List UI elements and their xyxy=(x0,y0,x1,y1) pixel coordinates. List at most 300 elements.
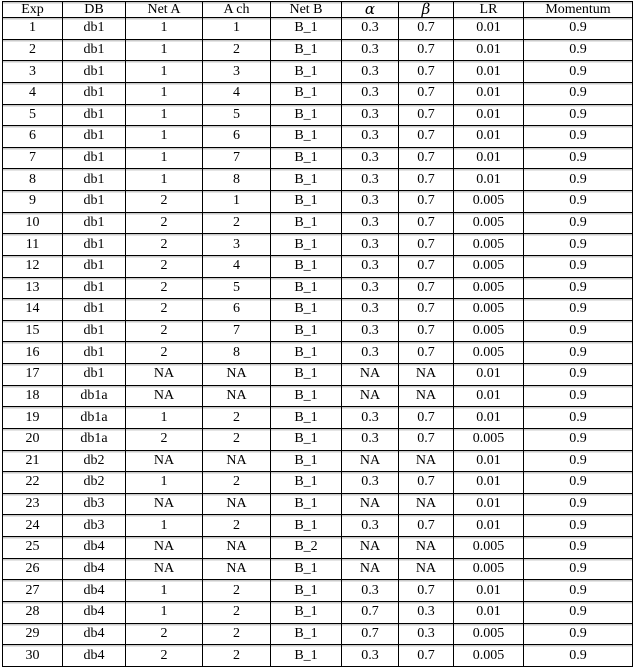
table-cell: B_1 xyxy=(271,39,342,61)
table-row xyxy=(3,61,633,83)
table-cell: B_1 xyxy=(271,515,342,537)
header-row xyxy=(3,2,633,18)
table-cell: B_1 xyxy=(271,18,342,40)
column-header-db: DB xyxy=(63,2,126,18)
table-cell: 0.9 xyxy=(524,580,633,602)
table-cell: 0.3 xyxy=(342,277,399,299)
table-cell: NA xyxy=(203,450,271,472)
table-cell: B_1 xyxy=(271,407,342,429)
table-cell: db4 xyxy=(63,623,126,645)
table-cell: B_1 xyxy=(271,428,342,450)
table-cell: NA xyxy=(126,450,203,472)
table-cell: 0.9 xyxy=(524,126,633,148)
table-cell: B_1 xyxy=(271,104,342,126)
table-cell: 11 xyxy=(3,234,63,256)
table-row xyxy=(3,18,633,40)
table-cell: 5 xyxy=(3,104,63,126)
table-cell: 2 xyxy=(126,212,203,234)
table-cell: 0.7 xyxy=(399,82,454,104)
table-cell: B_1 xyxy=(271,191,342,213)
table-cell: 1 xyxy=(126,18,203,40)
table-row xyxy=(3,147,633,169)
table-cell: 0.01 xyxy=(454,364,524,386)
table-cell: 0.9 xyxy=(524,493,633,515)
table-cell: db1 xyxy=(63,364,126,386)
table-cell: 0.01 xyxy=(454,126,524,148)
table-cell: 0.9 xyxy=(524,277,633,299)
table-cell: NA xyxy=(399,364,454,386)
table-cell: 0.7 xyxy=(399,126,454,148)
table-cell: 2 xyxy=(126,342,203,364)
table-cell: 0.005 xyxy=(454,277,524,299)
table-cell: 25 xyxy=(3,537,63,559)
table-cell: 0.9 xyxy=(524,407,633,429)
table-cell: 2 xyxy=(203,623,271,645)
table-cell: 1 xyxy=(126,169,203,191)
table-cell: 0.7 xyxy=(399,299,454,321)
table-cell: NA xyxy=(342,493,399,515)
table-cell: 1 xyxy=(203,18,271,40)
column-header-net-a: Net A xyxy=(126,2,203,18)
table-cell: 0.9 xyxy=(524,104,633,126)
table-cell: 0.9 xyxy=(524,450,633,472)
table-cell: 0.7 xyxy=(399,147,454,169)
table-cell: db2 xyxy=(63,472,126,494)
table-cell: db1 xyxy=(63,169,126,191)
table-row xyxy=(3,169,633,191)
table-cell: NA xyxy=(203,558,271,580)
table-cell: 0.7 xyxy=(399,104,454,126)
table-row xyxy=(3,234,633,256)
table-cell: 16 xyxy=(3,342,63,364)
table-cell: NA xyxy=(342,385,399,407)
table-cell: 0.3 xyxy=(342,320,399,342)
experiment-configuration-table-container xyxy=(2,1,632,665)
table-cell: 0.7 xyxy=(399,342,454,364)
table-cell: 0.9 xyxy=(524,515,633,537)
table-cell: B_1 xyxy=(271,385,342,407)
table-cell: B_1 xyxy=(271,126,342,148)
table-cell: B_1 xyxy=(271,342,342,364)
table-cell: 1 xyxy=(126,515,203,537)
table-cell: 0.3 xyxy=(342,18,399,40)
column-header-net-b: Net B xyxy=(271,2,342,18)
table-cell: 0.9 xyxy=(524,364,633,386)
table-cell: db1 xyxy=(63,255,126,277)
table-cell: 0.3 xyxy=(342,104,399,126)
experiment-configuration-table xyxy=(2,1,633,667)
column-header-momentum: Momentum xyxy=(524,2,633,18)
table-cell: B_1 xyxy=(271,212,342,234)
table-row xyxy=(3,601,633,623)
table-cell: db1 xyxy=(63,191,126,213)
table-cell: 7 xyxy=(3,147,63,169)
table-cell: 23 xyxy=(3,493,63,515)
table-cell: 0.3 xyxy=(399,623,454,645)
table-cell: db1a xyxy=(63,428,126,450)
table-cell: B_1 xyxy=(271,61,342,83)
table-cell: NA xyxy=(342,558,399,580)
table-cell: 0.3 xyxy=(342,61,399,83)
table-cell: 0.3 xyxy=(342,147,399,169)
table-cell: B_1 xyxy=(271,255,342,277)
table-row xyxy=(3,364,633,386)
table-cell: db2 xyxy=(63,450,126,472)
table-cell: 28 xyxy=(3,601,63,623)
table-cell: 27 xyxy=(3,580,63,602)
table-cell: db1 xyxy=(63,147,126,169)
table-cell: 0.3 xyxy=(342,645,399,667)
table-cell: 0.3 xyxy=(342,169,399,191)
table-cell: 0.3 xyxy=(342,126,399,148)
table-cell: db1a xyxy=(63,385,126,407)
table-cell: 22 xyxy=(3,472,63,494)
table-cell: 5 xyxy=(203,104,271,126)
table-cell: 0.9 xyxy=(524,212,633,234)
table-cell: 8 xyxy=(3,169,63,191)
table-cell: 0.9 xyxy=(524,61,633,83)
table-cell: 0.3 xyxy=(342,255,399,277)
table-cell: 2 xyxy=(203,407,271,429)
table-cell: 0.9 xyxy=(524,39,633,61)
table-cell: 2 xyxy=(126,277,203,299)
table-cell: db4 xyxy=(63,645,126,667)
table-cell: 0.7 xyxy=(399,169,454,191)
table-cell: 1 xyxy=(126,104,203,126)
table-row xyxy=(3,493,633,515)
table-cell: 12 xyxy=(3,255,63,277)
table-cell: 0.3 xyxy=(342,82,399,104)
table-cell: 0.01 xyxy=(454,39,524,61)
table-cell: 2 xyxy=(203,601,271,623)
table-cell: B_1 xyxy=(271,645,342,667)
table-cell: 0.7 xyxy=(399,18,454,40)
table-cell: B_1 xyxy=(271,320,342,342)
table-cell: 2 xyxy=(3,39,63,61)
table-cell: 0.01 xyxy=(454,493,524,515)
table-cell: db1 xyxy=(63,82,126,104)
table-cell: 0.005 xyxy=(454,255,524,277)
table-cell: 0.01 xyxy=(454,61,524,83)
table-cell: 0.3 xyxy=(342,472,399,494)
table-cell: 2 xyxy=(126,191,203,213)
table-row xyxy=(3,212,633,234)
table-cell: 0.01 xyxy=(454,385,524,407)
table-cell: NA xyxy=(399,385,454,407)
table-cell: 0.01 xyxy=(454,580,524,602)
table-cell: B_1 xyxy=(271,558,342,580)
table-cell: 2 xyxy=(126,299,203,321)
table-cell: 0.005 xyxy=(454,342,524,364)
table-cell: 0.01 xyxy=(454,104,524,126)
table-cell: 2 xyxy=(203,39,271,61)
table-cell: 0.3 xyxy=(342,39,399,61)
table-cell: 0.01 xyxy=(454,407,524,429)
table-cell: db1 xyxy=(63,39,126,61)
table-cell: 26 xyxy=(3,558,63,580)
table-cell: 0.9 xyxy=(524,234,633,256)
table-cell: 15 xyxy=(3,320,63,342)
table-row xyxy=(3,645,633,667)
table-cell: 4 xyxy=(203,82,271,104)
table-cell: B_1 xyxy=(271,580,342,602)
table-row xyxy=(3,191,633,213)
table-cell: 9 xyxy=(3,191,63,213)
table-cell: 0.005 xyxy=(454,558,524,580)
table-cell: db1 xyxy=(63,212,126,234)
table-cell: 19 xyxy=(3,407,63,429)
table-cell: 5 xyxy=(203,277,271,299)
table-cell: 1 xyxy=(126,82,203,104)
table-cell: NA xyxy=(342,537,399,559)
table-cell: 0.3 xyxy=(342,515,399,537)
table-cell: 0.9 xyxy=(524,537,633,559)
table-row xyxy=(3,126,633,148)
table-cell: db4 xyxy=(63,558,126,580)
table-cell: 0.3 xyxy=(342,580,399,602)
table-cell: 6 xyxy=(3,126,63,148)
table-row xyxy=(3,342,633,364)
table-cell: B_1 xyxy=(271,472,342,494)
column-header-lr: LR xyxy=(454,2,524,18)
table-cell: 0.005 xyxy=(454,212,524,234)
table-cell: 24 xyxy=(3,515,63,537)
column-header-a-ch: A ch xyxy=(203,2,271,18)
table-row xyxy=(3,515,633,537)
table-cell: 1 xyxy=(3,18,63,40)
table-cell: 2 xyxy=(126,320,203,342)
table-cell: B_1 xyxy=(271,493,342,515)
table-cell: 0.01 xyxy=(454,601,524,623)
table-cell: B_1 xyxy=(271,364,342,386)
table-cell: db1 xyxy=(63,234,126,256)
table-cell: 7 xyxy=(203,147,271,169)
table-cell: 2 xyxy=(203,645,271,667)
table-cell: db4 xyxy=(63,537,126,559)
table-cell: 0.9 xyxy=(524,558,633,580)
table-cell: 18 xyxy=(3,385,63,407)
table-cell: 0.01 xyxy=(454,82,524,104)
table-cell: 3 xyxy=(203,234,271,256)
table-cell: 0.3 xyxy=(342,407,399,429)
table-cell: B_1 xyxy=(271,169,342,191)
table-cell: 0.7 xyxy=(342,623,399,645)
table-row xyxy=(3,385,633,407)
table-cell: 0.9 xyxy=(524,82,633,104)
table-cell: 0.3 xyxy=(342,342,399,364)
table-cell: 0.005 xyxy=(454,428,524,450)
table-row xyxy=(3,104,633,126)
table-cell: 0.9 xyxy=(524,623,633,645)
table-cell: 0.7 xyxy=(399,191,454,213)
table-cell: 0.005 xyxy=(454,623,524,645)
column-header--: α xyxy=(342,2,399,18)
table-cell: 0.3 xyxy=(342,299,399,321)
table-cell: NA xyxy=(342,450,399,472)
table-cell: NA xyxy=(126,493,203,515)
table-cell: 0.9 xyxy=(524,147,633,169)
table-cell: 6 xyxy=(203,126,271,148)
table-cell: db1 xyxy=(63,320,126,342)
table-cell: 0.7 xyxy=(399,428,454,450)
table-row xyxy=(3,580,633,602)
table-cell: 21 xyxy=(3,450,63,472)
table-cell: NA xyxy=(399,450,454,472)
table-cell: NA xyxy=(126,537,203,559)
table-cell: 0.9 xyxy=(524,472,633,494)
table-cell: 0.01 xyxy=(454,18,524,40)
table-cell: 8 xyxy=(203,169,271,191)
table-row xyxy=(3,472,633,494)
table-cell: db1 xyxy=(63,299,126,321)
table-cell: 0.005 xyxy=(454,234,524,256)
table-cell: 0.3 xyxy=(342,234,399,256)
table-cell: 0.9 xyxy=(524,601,633,623)
table-cell: db4 xyxy=(63,601,126,623)
table-cell: NA xyxy=(126,364,203,386)
table-cell: 8 xyxy=(203,342,271,364)
table-cell: 0.9 xyxy=(524,342,633,364)
table-cell: 0.9 xyxy=(524,428,633,450)
table-cell: 0.7 xyxy=(399,320,454,342)
table-cell: 0.7 xyxy=(399,255,454,277)
column-header--: β xyxy=(399,2,454,18)
table-cell: B_1 xyxy=(271,601,342,623)
table-cell: db1 xyxy=(63,104,126,126)
table-cell: NA xyxy=(342,364,399,386)
table-cell: 0.9 xyxy=(524,299,633,321)
table-cell: 0.005 xyxy=(454,320,524,342)
table-row xyxy=(3,623,633,645)
table-cell: 4 xyxy=(3,82,63,104)
table-cell: 0.9 xyxy=(524,645,633,667)
table-cell: 10 xyxy=(3,212,63,234)
table-cell: 6 xyxy=(203,299,271,321)
table-cell: B_1 xyxy=(271,82,342,104)
table-cell: 14 xyxy=(3,299,63,321)
table-cell: 0.01 xyxy=(454,515,524,537)
table-row xyxy=(3,407,633,429)
table-cell: 30 xyxy=(3,645,63,667)
table-cell: NA xyxy=(399,537,454,559)
table-cell: db1 xyxy=(63,61,126,83)
table-cell: 1 xyxy=(203,191,271,213)
table-cell: db4 xyxy=(63,580,126,602)
table-cell: NA xyxy=(203,493,271,515)
table-cell: 0.005 xyxy=(454,191,524,213)
table-cell: 0.7 xyxy=(399,407,454,429)
table-cell: 0.9 xyxy=(524,385,633,407)
table-cell: NA xyxy=(203,537,271,559)
table-header xyxy=(3,2,633,18)
table-cell: 2 xyxy=(126,623,203,645)
table-cell: db1 xyxy=(63,277,126,299)
table-cell: NA xyxy=(203,385,271,407)
table-cell: db1 xyxy=(63,18,126,40)
table-cell: 1 xyxy=(126,39,203,61)
table-cell: B_1 xyxy=(271,623,342,645)
table-cell: 0.3 xyxy=(342,212,399,234)
table-cell: 4 xyxy=(203,255,271,277)
table-cell: 3 xyxy=(203,61,271,83)
table-cell: db1 xyxy=(63,126,126,148)
table-cell: 0.7 xyxy=(399,39,454,61)
table-cell: 0.7 xyxy=(399,580,454,602)
table-row xyxy=(3,450,633,472)
table-cell: db1a xyxy=(63,407,126,429)
table-cell: 2 xyxy=(126,234,203,256)
table-cell: 0.01 xyxy=(454,169,524,191)
table-cell: NA xyxy=(399,493,454,515)
table-cell: 1 xyxy=(126,126,203,148)
table-cell: 0.7 xyxy=(399,277,454,299)
table-cell: 2 xyxy=(203,580,271,602)
table-cell: B_2 xyxy=(271,537,342,559)
table-cell: B_1 xyxy=(271,299,342,321)
table-cell: 2 xyxy=(126,255,203,277)
table-cell: 1 xyxy=(126,147,203,169)
table-cell: 0.9 xyxy=(524,320,633,342)
table-cell: 0.9 xyxy=(524,191,633,213)
table-cell: 0.01 xyxy=(454,472,524,494)
table-cell: 2 xyxy=(126,428,203,450)
table-cell: 2 xyxy=(126,645,203,667)
table-cell: B_1 xyxy=(271,234,342,256)
table-cell: B_1 xyxy=(271,147,342,169)
table-cell: 1 xyxy=(126,580,203,602)
table-cell: 0.01 xyxy=(454,450,524,472)
column-header-exp: Exp xyxy=(3,2,63,18)
table-row xyxy=(3,428,633,450)
table-cell: db3 xyxy=(63,515,126,537)
table-cell: db3 xyxy=(63,493,126,515)
table-row xyxy=(3,82,633,104)
table-cell: 0.005 xyxy=(454,299,524,321)
table-row xyxy=(3,277,633,299)
table-cell: 17 xyxy=(3,364,63,386)
table-row xyxy=(3,39,633,61)
table-cell: 0.7 xyxy=(399,645,454,667)
table-cell: 0.7 xyxy=(399,234,454,256)
table-cell: 0.005 xyxy=(454,537,524,559)
table-cell: 0.7 xyxy=(399,61,454,83)
table-body xyxy=(3,18,633,667)
table-cell: 1 xyxy=(126,407,203,429)
table-cell: 0.005 xyxy=(454,645,524,667)
table-row xyxy=(3,299,633,321)
table-cell: 2 xyxy=(203,428,271,450)
table-cell: 13 xyxy=(3,277,63,299)
table-row xyxy=(3,558,633,580)
table-row xyxy=(3,255,633,277)
table-cell: 0.7 xyxy=(342,601,399,623)
table-cell: 0.7 xyxy=(399,212,454,234)
table-cell: 0.9 xyxy=(524,18,633,40)
table-cell: NA xyxy=(126,385,203,407)
table-cell: 2 xyxy=(203,212,271,234)
table-cell: 0.7 xyxy=(399,472,454,494)
table-cell: db1 xyxy=(63,342,126,364)
table-cell: NA xyxy=(203,364,271,386)
table-cell: 0.9 xyxy=(524,169,633,191)
table-cell: 7 xyxy=(203,320,271,342)
table-cell: 1 xyxy=(126,472,203,494)
table-cell: 0.3 xyxy=(342,428,399,450)
table-cell: NA xyxy=(126,558,203,580)
table-cell: 3 xyxy=(3,61,63,83)
table-cell: 0.7 xyxy=(399,515,454,537)
table-cell: B_1 xyxy=(271,277,342,299)
